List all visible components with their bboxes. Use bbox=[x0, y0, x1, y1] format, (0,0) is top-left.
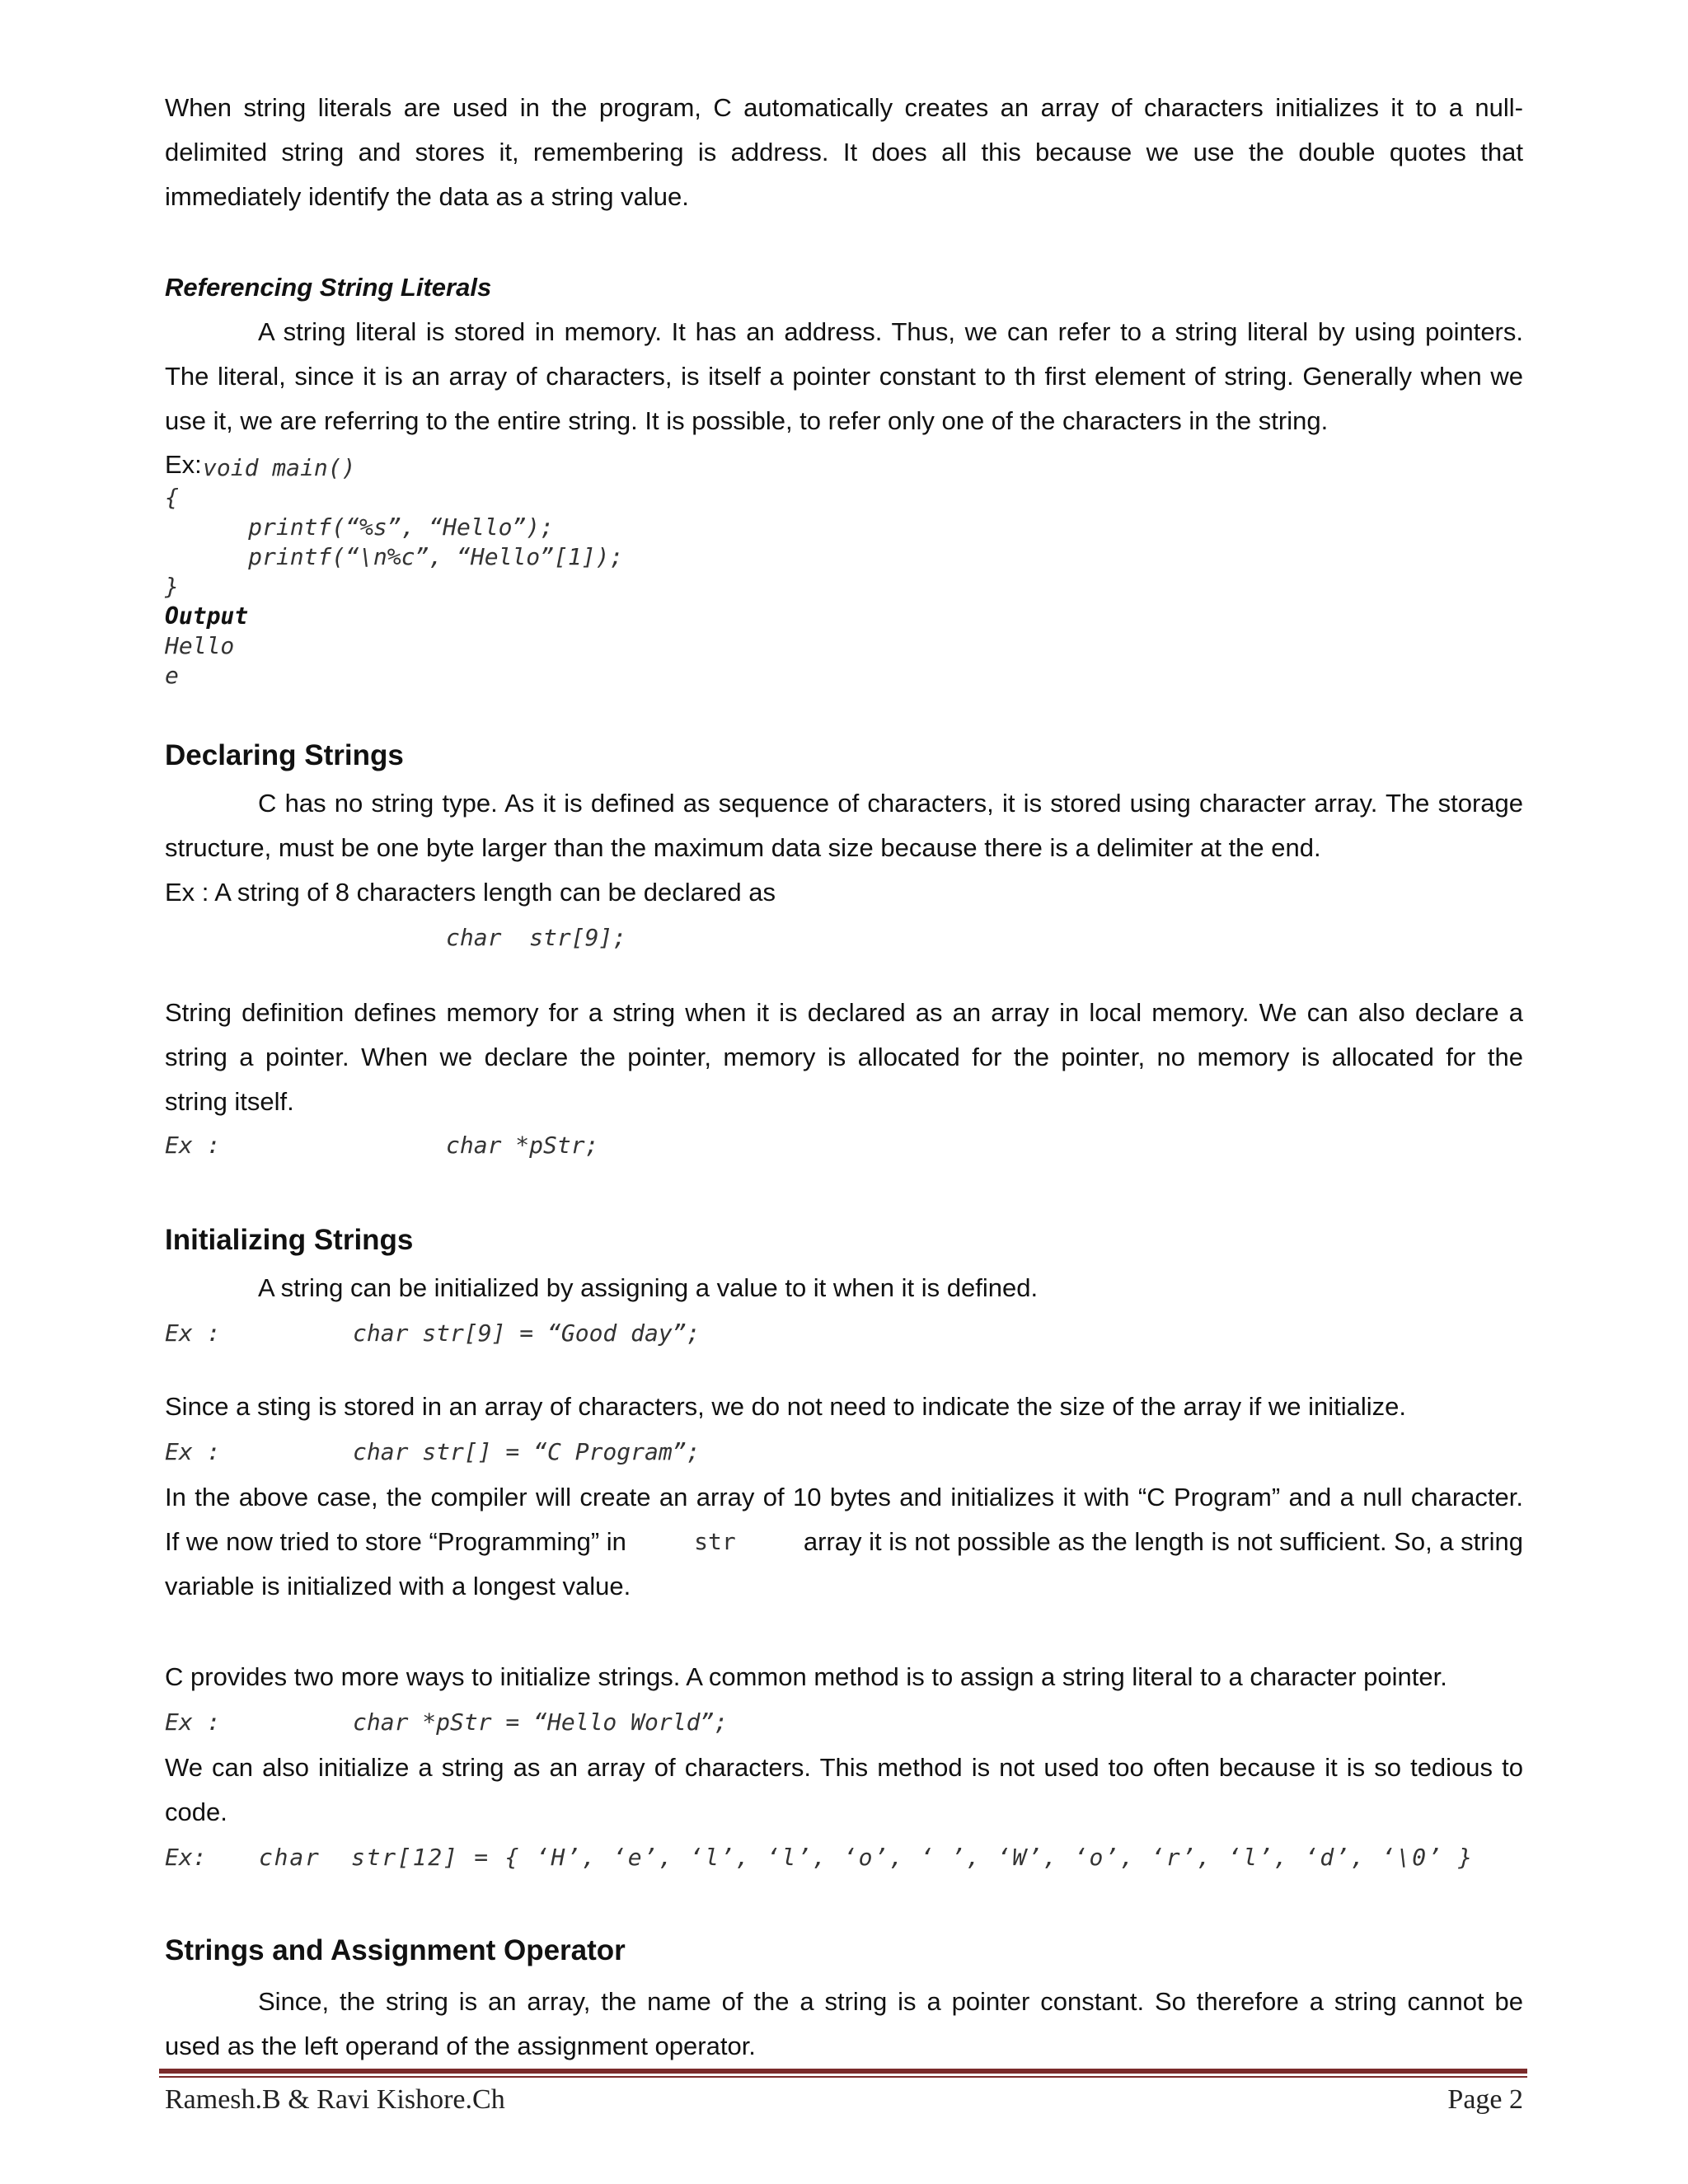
declaring-para2-line-1: String definition defines memory for a string when it is declared as an array in local memory. We can also declare a bbox=[165, 998, 1523, 1027]
declaring-example-2-label: Ex : bbox=[165, 1132, 221, 1159]
initializing-para-line-1: A string can be initialized by assigning a value to it when it is defined. bbox=[258, 1273, 1039, 1302]
footer-rule-thick bbox=[159, 2069, 1527, 2074]
initializing-example-2-label: Ex : bbox=[165, 1438, 221, 1465]
referencing-para-line-1: A string literal is stored in memory. It has an address. Thus, we can refer to a string literal by using pointers. bbox=[258, 317, 1523, 346]
initializing-para5-line-1: We can also initialize a string as an array of characters. This method is not used too often because it is so tedious to bbox=[165, 1753, 1523, 1782]
code-line-4: printf(“\n%c”, “Hello”[1]); bbox=[165, 543, 624, 570]
code-line-3: printf(“%s”, “Hello”); bbox=[165, 513, 555, 541]
intro-line-1: When string literals are used in the program, C automatically creates an array of characters initializes it to a null- bbox=[165, 93, 1523, 122]
initializing-para5-line-2: code. bbox=[165, 1797, 227, 1826]
initializing-para3-line-1: In the above case, the compiler will create an array of 10 bytes and initializes it with “C Program” and a null character. bbox=[165, 1483, 1523, 1511]
code-line-2: { bbox=[165, 484, 179, 511]
declaring-para-line-1: C has no string type. As it is defined as sequence of characters, it is stored using character array. The storage bbox=[258, 789, 1523, 818]
initializing-para-4: C provides two more ways to initialize strings. A common method is to assign a string literal to a character pointer. bbox=[165, 1662, 1447, 1691]
initializing-example-1-label: Ex : bbox=[165, 1319, 221, 1347]
initializing-code-1: char str[9] = “Good day”; bbox=[353, 1319, 701, 1347]
initializing-code-3: char *pStr = “Hello World”; bbox=[353, 1708, 729, 1736]
output-label: Output bbox=[165, 602, 249, 630]
assignment-para-line-2: used as the left operand of the assignment operator. bbox=[165, 2032, 756, 2060]
initializing-example-4-label: Ex: bbox=[165, 1844, 207, 1871]
assignment-heading: Strings and Assignment Operator bbox=[165, 1934, 626, 1966]
intro-line-2: delimited string and stores it, remembering is address. It does all this because we use the double quotes that bbox=[165, 138, 1523, 166]
initializing-para3-line-2-part-b: array it is not possible as the length is not sufficient. So, a string bbox=[803, 1527, 1523, 1556]
declaring-para2-line-2: string a pointer. When we declare the pointer, memory is allocated for the pointer, no memory is allocated for the bbox=[165, 1043, 1523, 1071]
initializing-heading: Initializing Strings bbox=[165, 1224, 414, 1256]
declaring-heading: Declaring Strings bbox=[165, 739, 404, 771]
initializing-para-2: Since a sting is stored in an array of characters, we do not need to indicate the size of the array if we initialize. bbox=[165, 1392, 1407, 1421]
declaring-code-2: char *pStr; bbox=[446, 1132, 599, 1159]
initializing-para3-line-3: variable is initialized with a longest value. bbox=[165, 1572, 631, 1601]
initializing-code-2: char str[] = “C Program”; bbox=[353, 1438, 701, 1465]
referencing-para-line-3: use it, we are referring to the entire string. It is possible, to refer only one of the characters in the string. bbox=[165, 406, 1329, 435]
declaring-code-1: char str[9]; bbox=[446, 924, 627, 951]
referencing-example-label: Ex: bbox=[165, 450, 202, 479]
assignment-para-line-1: Since, the string is an array, the name of the a string is a pointer constant. So therefore a string cannot be bbox=[258, 1987, 1523, 2016]
code-line-5: } bbox=[165, 573, 179, 600]
declaring-para-line-2: structure, must be one byte larger than the maximum data size because there is a delimiter at the end. bbox=[165, 833, 1321, 862]
initializing-para3-line-2 bbox=[165, 1520, 1523, 1564]
declaring-para2-line-3: string itself. bbox=[165, 1087, 294, 1116]
declaring-example-text: Ex : A string of 8 characters length can be declared as bbox=[165, 878, 776, 907]
initializing-code-4: char str[12] = { ‘H’, ‘e’, ‘l’, ‘l’, ‘o’, ‘ ’, ‘W’, ‘o’, ‘r’, ‘l’, ‘d’, ‘\0’ } bbox=[259, 1844, 1474, 1871]
referencing-para-line-2: The literal, since it is an array of characters, is itself a pointer constant to th first element of string. Generally when we bbox=[165, 362, 1523, 391]
footer-rule-thin bbox=[159, 2076, 1527, 2078]
initializing-para3-line-2-part-a: If we now tried to store “Programming” in bbox=[165, 1527, 626, 1556]
code-line-1: void main() bbox=[203, 454, 356, 481]
initializing-example-3-label: Ex : bbox=[165, 1708, 221, 1736]
intro-line-3: immediately identify the data as a string value. bbox=[165, 182, 689, 211]
referencing-heading: Referencing String Literals bbox=[165, 273, 492, 302]
footer-authors: Ramesh.B & Ravi Kishore.Ch bbox=[165, 2084, 505, 2115]
initializing-para3-inline-code: str bbox=[694, 1528, 736, 1555]
output-line-1: Hello bbox=[165, 632, 235, 659]
footer-page-number: Page 2 bbox=[1447, 2084, 1523, 2115]
output-line-2: e bbox=[165, 662, 179, 689]
